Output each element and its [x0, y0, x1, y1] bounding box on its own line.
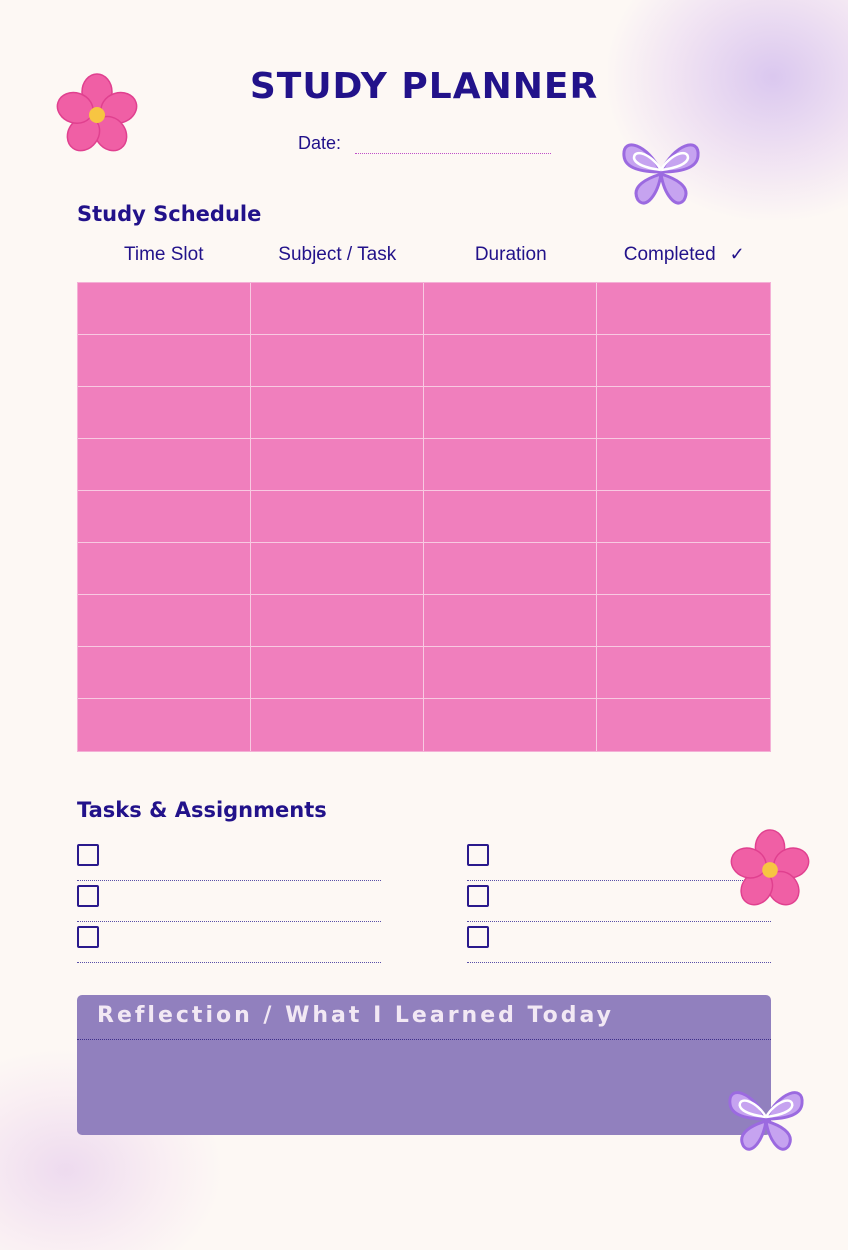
schedule-cell[interactable] [78, 647, 251, 699]
task-list-right [467, 840, 771, 963]
schedule-cell[interactable] [597, 699, 770, 751]
schedule-cell[interactable] [424, 283, 597, 335]
task-item[interactable] [77, 840, 381, 881]
schedule-column-headers [77, 244, 771, 266]
schedule-cell[interactable] [597, 647, 770, 699]
task-checkbox[interactable] [77, 926, 99, 948]
date-row [298, 133, 551, 154]
task-item[interactable] [467, 840, 771, 881]
task-item[interactable] [467, 922, 771, 963]
schedule-cell[interactable] [78, 491, 251, 543]
schedule-cell[interactable] [251, 647, 424, 699]
schedule-cell[interactable] [78, 699, 251, 751]
schedule-cell[interactable] [78, 335, 251, 387]
task-checkbox[interactable] [77, 844, 99, 866]
schedule-cell[interactable] [597, 283, 770, 335]
study-schedule-heading: Study Schedule [77, 202, 262, 226]
schedule-cell[interactable] [424, 439, 597, 491]
schedule-cell[interactable] [251, 387, 424, 439]
schedule-cell[interactable] [251, 543, 424, 595]
schedule-cell[interactable] [597, 387, 770, 439]
schedule-cell[interactable] [597, 595, 770, 647]
flower-icon [730, 828, 810, 908]
schedule-cell[interactable] [424, 543, 597, 595]
reflection-title: Reflection / What I Learned Today [97, 1003, 614, 1028]
task-checkbox[interactable] [467, 885, 489, 907]
schedule-cell[interactable] [597, 335, 770, 387]
butterfly-icon [618, 134, 704, 210]
schedule-cell[interactable] [251, 335, 424, 387]
schedule-cell[interactable] [251, 439, 424, 491]
schedule-cell[interactable] [424, 387, 597, 439]
date-input-line[interactable] [355, 139, 551, 154]
schedule-table [77, 282, 771, 752]
page-title: STUDY PLANNER [249, 66, 599, 107]
butterfly-icon [724, 1082, 808, 1156]
schedule-cell[interactable] [424, 595, 597, 647]
schedule-cell[interactable] [78, 387, 251, 439]
column-header-duration: Duration [474, 244, 547, 265]
task-item[interactable] [467, 881, 771, 922]
column-header-time-slot: Time Slot [123, 244, 204, 265]
schedule-cell[interactable] [424, 647, 597, 699]
date-label: Date: [298, 133, 342, 153]
task-checkbox[interactable] [467, 844, 489, 866]
schedule-cell[interactable] [251, 491, 424, 543]
schedule-cell[interactable] [424, 699, 597, 751]
schedule-cell[interactable] [78, 595, 251, 647]
task-checkbox[interactable] [77, 885, 99, 907]
schedule-cell[interactable] [597, 491, 770, 543]
task-checkbox[interactable] [467, 926, 489, 948]
column-header-subject-task: Subject / Task [278, 244, 397, 265]
reflection-box[interactable] [77, 995, 771, 1135]
schedule-cell[interactable] [597, 439, 770, 491]
checkmark-icon: ✓ [729, 244, 745, 264]
schedule-cell[interactable] [251, 699, 424, 751]
task-list-left [77, 840, 381, 963]
schedule-cell[interactable] [251, 595, 424, 647]
tasks-assignments-heading: Tasks & Assignments [77, 798, 327, 822]
schedule-cell[interactable] [78, 439, 251, 491]
schedule-cell[interactable] [251, 283, 424, 335]
schedule-cell[interactable] [597, 543, 770, 595]
schedule-cell[interactable] [78, 283, 251, 335]
task-item[interactable] [77, 922, 381, 963]
schedule-cell[interactable] [424, 335, 597, 387]
schedule-cell[interactable] [424, 491, 597, 543]
column-header-completed: Completed ✓ [623, 244, 745, 265]
schedule-cell[interactable] [78, 543, 251, 595]
reflection-divider [77, 1039, 771, 1040]
task-item[interactable] [77, 881, 381, 922]
